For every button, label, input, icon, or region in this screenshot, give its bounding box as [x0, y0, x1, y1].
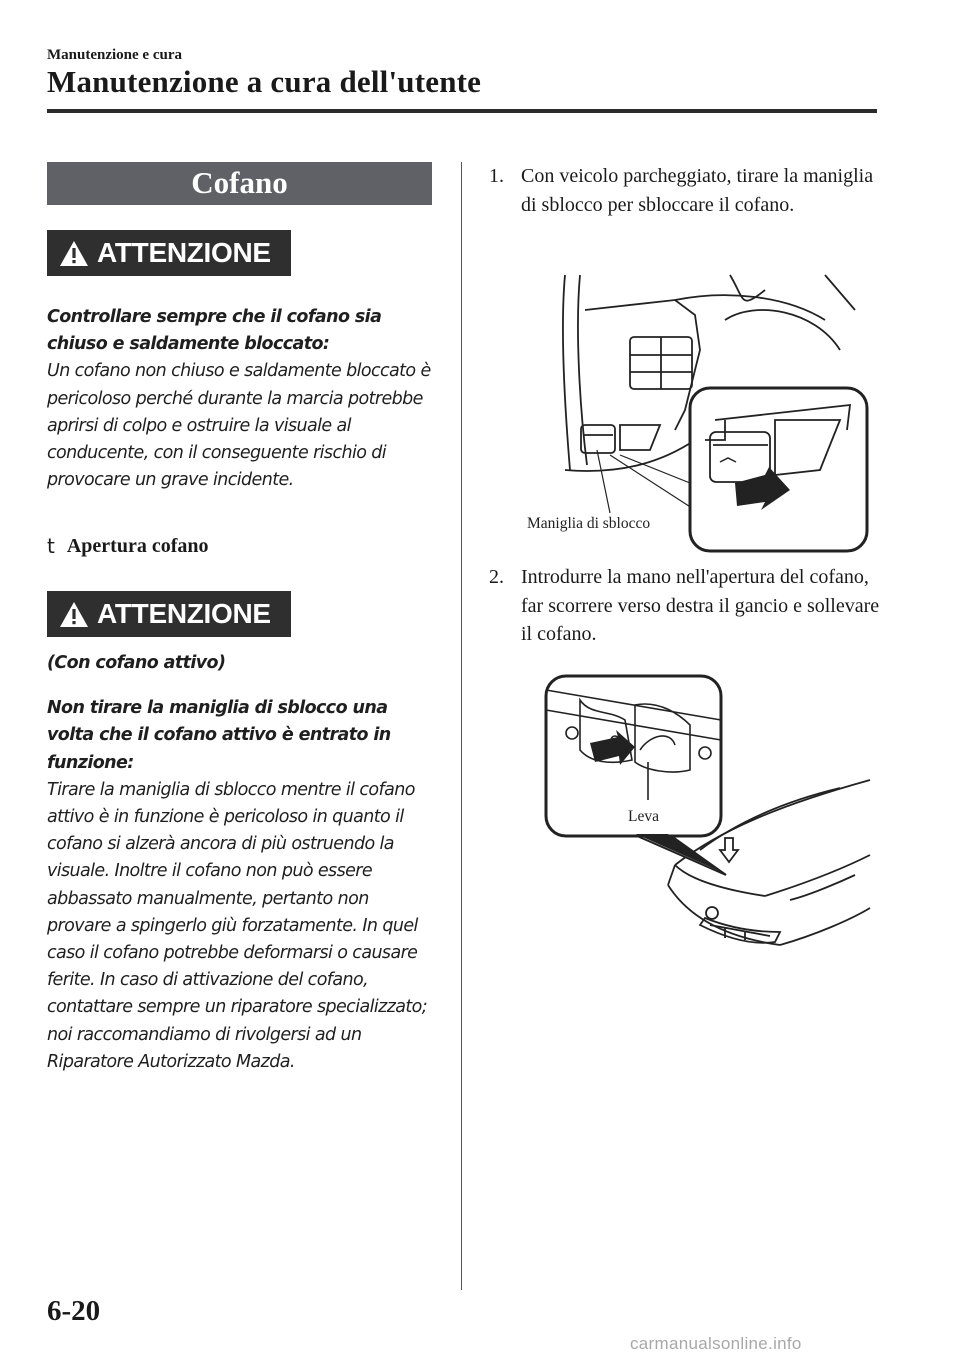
section-label: Manutenzione e cura: [47, 47, 182, 63]
figure-caption-release-handle: Maniglia di sblocco: [527, 515, 651, 532]
step-text: Con veicolo parcheggiato, tirare la maniglia di sblocco per sbloccare il cofano.: [521, 165, 874, 216]
subsection-heading: [47, 534, 208, 558]
subsection-title: Apertura cofano: [66, 534, 209, 557]
watermark: carmanualsonline.info: [630, 1334, 802, 1353]
step-number: 2.: [489, 566, 504, 588]
warning-text-2: [47, 650, 437, 1076]
section-title-bar: Cofano: [47, 162, 432, 205]
warning-2-body: Tirare la maniglia di sblocco mentre il cofano attivo è in funzione è pericoloso in quanto il cofano si alzerà ancora di più ostruendo la visuale. Inoltre il cofano non può essere abbassato manualmente, pertanto non provare a spingerlo giù forzatamente. In quel caso il cofano potrebbe deformarsi o causare ferite. In caso di attivazione del cofano, contattare sempre un riparatore specializzato; noi raccomandiamo di rivolgersi ad un Riparatore Autorizzato Mazda.: [47, 779, 428, 1072]
warning-label: [47, 591, 291, 637]
warning-1-lead: Controllare sempre che il cofano sia chiuso e saldamente bloccato:: [47, 307, 382, 355]
warning-2-lead: Non tirare la maniglia di sblocco una volta che il cofano attivo è entrato in funzione:: [47, 698, 391, 773]
header-rule: [47, 109, 877, 113]
step-number: 1.: [489, 165, 504, 187]
warning-1-body: Un cofano non chiuso e saldamente bloccato è pericoloso perché durante la marcia potrebbe aprirsi di colpo e ostruire la visuale al conducente, con il conseguente rischio di provocare un grave incidente.: [47, 361, 431, 491]
warning-label-text: ATTENZIONE: [97, 598, 271, 629]
figure-release-handle: [525, 270, 870, 555]
release-handle-illustration: [525, 270, 870, 555]
subsection-marker: t: [47, 534, 55, 558]
warning-text-1: [47, 304, 437, 494]
step-1: [489, 162, 889, 219]
warning-label: [47, 230, 291, 276]
warning-triangle-icon: [59, 601, 89, 628]
column-divider: [461, 162, 462, 1290]
warning-label-text: ATTENZIONE: [97, 237, 271, 268]
warning-triangle-icon: [59, 240, 89, 267]
figure-caption-lever: Leva: [628, 808, 659, 825]
warning-2-condition: (Con cofano attivo): [47, 653, 226, 673]
page-number: 6-20: [47, 1295, 101, 1327]
step-2: [489, 563, 889, 649]
step-text: Introdurre la mano nell'apertura del cofano, far scorrere verso destra il gancio e sollevare il cofano.: [521, 566, 880, 645]
figure-lever: [540, 670, 885, 960]
lever-and-car-illustration: [540, 670, 885, 960]
page-heading: Manutenzione a cura dell'utente: [47, 64, 482, 99]
